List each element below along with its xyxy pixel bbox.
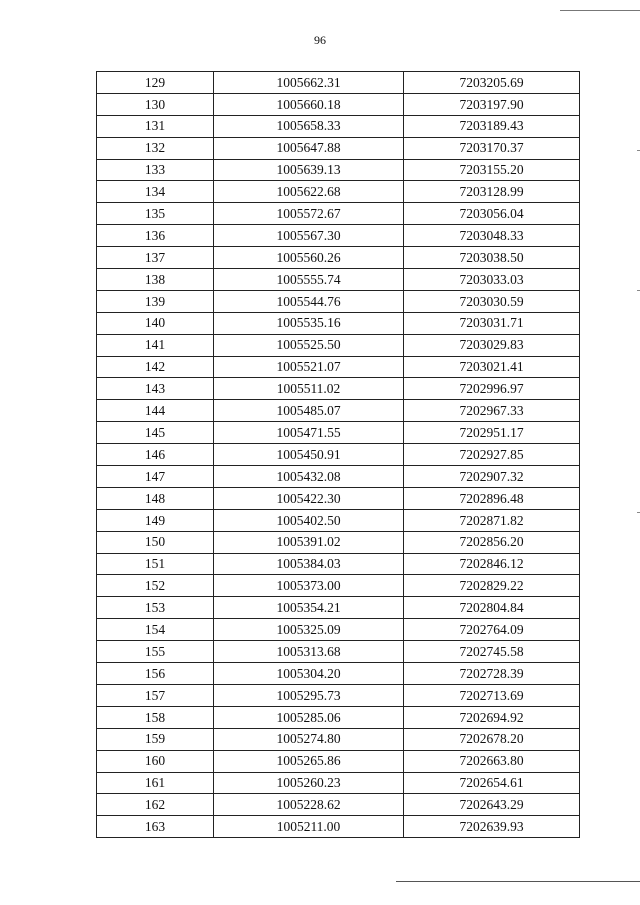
x-coordinate-cell: 1005572.67 [214, 203, 404, 225]
point-number-cell: 142 [97, 356, 214, 378]
point-number-cell: 135 [97, 203, 214, 225]
x-coordinate-cell: 1005471.55 [214, 422, 404, 444]
y-coordinate-cell: 7202678.20 [404, 728, 580, 750]
point-number-cell: 131 [97, 115, 214, 137]
y-coordinate-cell: 7202996.97 [404, 378, 580, 400]
x-coordinate-cell: 1005304.20 [214, 663, 404, 685]
x-coordinate-cell: 1005402.50 [214, 509, 404, 531]
table-row [97, 619, 580, 641]
table-row [97, 794, 580, 816]
x-coordinate-cell: 1005260.23 [214, 772, 404, 794]
point-number-cell: 130 [97, 93, 214, 115]
y-coordinate-cell: 7202694.92 [404, 706, 580, 728]
table-row [97, 553, 580, 575]
table-row [97, 706, 580, 728]
x-coordinate-cell: 1005228.62 [214, 794, 404, 816]
table-row [97, 181, 580, 203]
x-coordinate-cell: 1005535.16 [214, 312, 404, 334]
table-row [97, 772, 580, 794]
y-coordinate-cell: 7203029.83 [404, 334, 580, 356]
y-coordinate-cell: 7202654.61 [404, 772, 580, 794]
point-number-cell: 156 [97, 663, 214, 685]
point-number-cell: 154 [97, 619, 214, 641]
table-row [97, 225, 580, 247]
point-number-cell: 134 [97, 181, 214, 203]
y-coordinate-cell: 7202639.93 [404, 816, 580, 838]
point-number-cell: 144 [97, 400, 214, 422]
x-coordinate-cell: 1005295.73 [214, 684, 404, 706]
point-number-cell: 152 [97, 575, 214, 597]
table-row [97, 487, 580, 509]
table-row [97, 247, 580, 269]
point-number-cell: 145 [97, 422, 214, 444]
point-number-cell: 150 [97, 531, 214, 553]
y-coordinate-cell: 7202713.69 [404, 684, 580, 706]
y-coordinate-cell: 7203048.33 [404, 225, 580, 247]
point-number-cell: 143 [97, 378, 214, 400]
coordinates-table [96, 71, 580, 838]
x-coordinate-cell: 1005265.86 [214, 750, 404, 772]
x-coordinate-cell: 1005567.30 [214, 225, 404, 247]
table-row [97, 356, 580, 378]
x-coordinate-cell: 1005354.21 [214, 597, 404, 619]
y-coordinate-cell: 7203021.41 [404, 356, 580, 378]
table-row [97, 531, 580, 553]
x-coordinate-cell: 1005622.68 [214, 181, 404, 203]
table-row [97, 400, 580, 422]
point-number-cell: 132 [97, 137, 214, 159]
point-number-cell: 149 [97, 509, 214, 531]
point-number-cell: 157 [97, 684, 214, 706]
point-number-cell: 146 [97, 444, 214, 466]
x-coordinate-cell: 1005544.76 [214, 290, 404, 312]
y-coordinate-cell: 7203189.43 [404, 115, 580, 137]
x-coordinate-cell: 1005485.07 [214, 400, 404, 422]
table-row [97, 72, 580, 94]
table-row [97, 466, 580, 488]
y-coordinate-cell: 7203056.04 [404, 203, 580, 225]
table-row [97, 663, 580, 685]
page-number: 96 [314, 33, 326, 47]
x-coordinate-cell: 1005325.09 [214, 619, 404, 641]
y-coordinate-cell: 7203030.59 [404, 290, 580, 312]
x-coordinate-cell: 1005391.02 [214, 531, 404, 553]
table-row [97, 728, 580, 750]
table-row [97, 684, 580, 706]
point-number-cell: 136 [97, 225, 214, 247]
point-number-cell: 141 [97, 334, 214, 356]
table-row [97, 93, 580, 115]
point-number-cell: 161 [97, 772, 214, 794]
x-coordinate-cell: 1005373.00 [214, 575, 404, 597]
table-row [97, 115, 580, 137]
coordinates-table-body [97, 72, 580, 838]
y-coordinate-cell: 7202846.12 [404, 553, 580, 575]
y-coordinate-cell: 7203205.69 [404, 72, 580, 94]
point-number-cell: 155 [97, 641, 214, 663]
x-coordinate-cell: 1005662.31 [214, 72, 404, 94]
table-row [97, 422, 580, 444]
table-row [97, 750, 580, 772]
table-row [97, 597, 580, 619]
point-number-cell: 158 [97, 706, 214, 728]
y-coordinate-cell: 7202907.32 [404, 466, 580, 488]
point-number-cell: 160 [97, 750, 214, 772]
table-row [97, 269, 580, 291]
y-coordinate-cell: 7202643.29 [404, 794, 580, 816]
point-number-cell: 138 [97, 269, 214, 291]
y-coordinate-cell: 7202856.20 [404, 531, 580, 553]
point-number-cell: 139 [97, 290, 214, 312]
point-number-cell: 147 [97, 466, 214, 488]
x-coordinate-cell: 1005560.26 [214, 247, 404, 269]
table-row [97, 575, 580, 597]
y-coordinate-cell: 7203170.37 [404, 137, 580, 159]
x-coordinate-cell: 1005285.06 [214, 706, 404, 728]
x-coordinate-cell: 1005384.03 [214, 553, 404, 575]
x-coordinate-cell: 1005211.00 [214, 816, 404, 838]
x-coordinate-cell: 1005274.80 [214, 728, 404, 750]
y-coordinate-cell: 7203031.71 [404, 312, 580, 334]
point-number-cell: 151 [97, 553, 214, 575]
y-coordinate-cell: 7203128.99 [404, 181, 580, 203]
x-coordinate-cell: 1005639.13 [214, 159, 404, 181]
point-number-cell: 162 [97, 794, 214, 816]
table-row [97, 159, 580, 181]
x-coordinate-cell: 1005658.33 [214, 115, 404, 137]
x-coordinate-cell: 1005511.02 [214, 378, 404, 400]
table-row [97, 509, 580, 531]
table-row [97, 312, 580, 334]
y-coordinate-cell: 7203197.90 [404, 93, 580, 115]
x-coordinate-cell: 1005422.30 [214, 487, 404, 509]
table-row [97, 641, 580, 663]
table-row [97, 816, 580, 838]
y-coordinate-cell: 7203155.20 [404, 159, 580, 181]
x-coordinate-cell: 1005432.08 [214, 466, 404, 488]
x-coordinate-cell: 1005521.07 [214, 356, 404, 378]
point-number-cell: 133 [97, 159, 214, 181]
table-row [97, 378, 580, 400]
y-coordinate-cell: 7202745.58 [404, 641, 580, 663]
table-row [97, 290, 580, 312]
top-rule [560, 10, 640, 11]
x-coordinate-cell: 1005647.88 [214, 137, 404, 159]
y-coordinate-cell: 7202804.84 [404, 597, 580, 619]
y-coordinate-cell: 7203038.50 [404, 247, 580, 269]
x-coordinate-cell: 1005313.68 [214, 641, 404, 663]
y-coordinate-cell: 7202896.48 [404, 487, 580, 509]
y-coordinate-cell: 7202871.82 [404, 509, 580, 531]
point-number-cell: 148 [97, 487, 214, 509]
x-coordinate-cell: 1005525.50 [214, 334, 404, 356]
bottom-rule [396, 881, 640, 882]
x-coordinate-cell: 1005555.74 [214, 269, 404, 291]
point-number-cell: 163 [97, 816, 214, 838]
table-row [97, 203, 580, 225]
table-row [97, 137, 580, 159]
point-number-cell: 140 [97, 312, 214, 334]
point-number-cell: 153 [97, 597, 214, 619]
y-coordinate-cell: 7202927.85 [404, 444, 580, 466]
y-coordinate-cell: 7202951.17 [404, 422, 580, 444]
table-row [97, 444, 580, 466]
point-number-cell: 159 [97, 728, 214, 750]
point-number-cell: 129 [97, 72, 214, 94]
y-coordinate-cell: 7202829.22 [404, 575, 580, 597]
y-coordinate-cell: 7202728.39 [404, 663, 580, 685]
x-coordinate-cell: 1005450.91 [214, 444, 404, 466]
y-coordinate-cell: 7203033.03 [404, 269, 580, 291]
y-coordinate-cell: 7202663.80 [404, 750, 580, 772]
y-coordinate-cell: 7202764.09 [404, 619, 580, 641]
point-number-cell: 137 [97, 247, 214, 269]
y-coordinate-cell: 7202967.33 [404, 400, 580, 422]
x-coordinate-cell: 1005660.18 [214, 93, 404, 115]
table-row [97, 334, 580, 356]
